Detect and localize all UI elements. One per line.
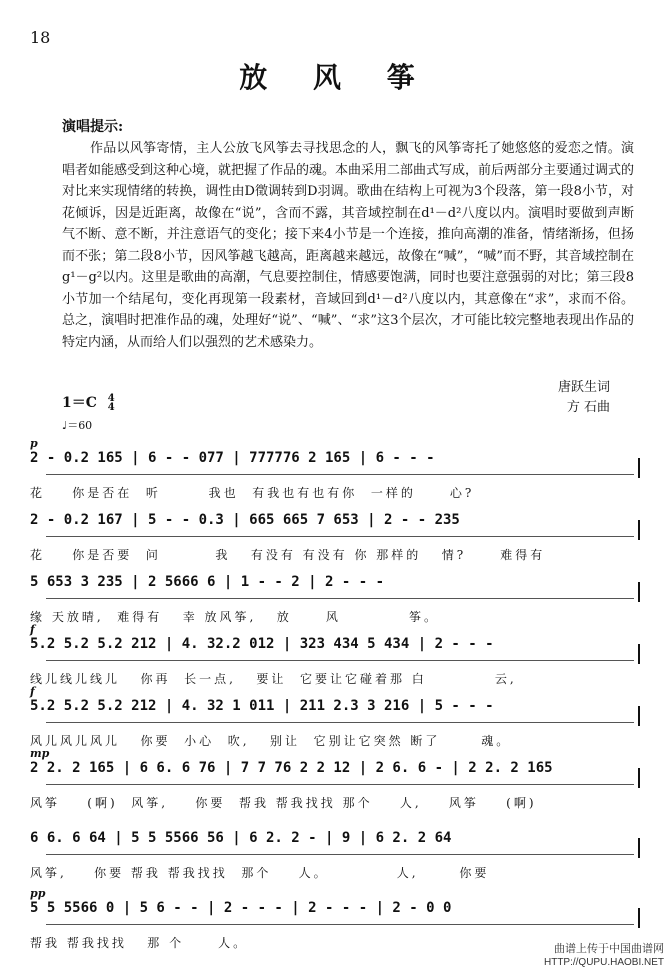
beam-line [46, 854, 634, 855]
beam-line [46, 660, 634, 661]
beam-line [46, 722, 634, 723]
lyrics-line: 风儿风儿风儿 你要 小心 吹, 别让 它别让它突然 断了 魂。 [30, 734, 512, 748]
site-watermark [544, 942, 664, 970]
watermark-url: HTTP://QUPU.HAOBI.NET [543, 957, 664, 968]
hint-heading: 演唱提示: [62, 119, 124, 135]
time-bottom: 4 [107, 402, 115, 413]
lyrics-line: 线儿线儿线儿 你再 长一点, 要让 它要让它碰着那 白 云, [30, 672, 517, 686]
score-row-7 [30, 830, 640, 890]
hint-paragraph: 作品以风筝寄情，主人公放飞风筝去寻找思念的人，飘飞的风筝寄托了她悠悠的爱恋之情。演唱者如能感受到这种心境，就把握了作品的魂。本曲采用二部曲式写成，前后两部分主要通过调式的对比来实现情绪的转换，调性由D徵调转到D羽调。歌曲在结构上可视为3个段落，第一段8小节，对花倾诉，因是近距离，故像在“说”，含而不露，其音域控制在d¹－d²八度以内。演唱时要做到声断气不断、意不断，并注意语气的变化；接下来4小节是一个连接，推向高潮的准备，情绪渐扬，但扬而不张；第二段8小节，因风筝越飞越高，距离越来越远，故像在“喊”，“喊”而不野，其音域控制在g¹－g²以内。这里是歌曲的高潮，气息要控制住，情感要饱满，同时也要注意强弱的对比；第三段8小节加一个结尾句，变化再现第一段素材，音域回到d¹－d²八度以内，其意像在“求”，求而不俗。总之，演唱时把准作品的魂，处理好“说”、“喊”、“求”这3个层次，才可能比较完整地表现出作品的特定内涵，从而给人们以强烈的艺术感染力。 [62, 141, 635, 350]
score-row-5 [30, 685, 640, 758]
lyrics-line: 风筝, 你要 帮我 帮我找找 那个 人。 人, 你要 [30, 866, 490, 880]
beam-line [46, 924, 634, 925]
time-top: 4 [107, 393, 115, 404]
score-row-1 [30, 437, 640, 510]
lyrics-line: 缘 天放晴, 难得有 幸 放风筝, 放 风 筝。 [30, 610, 439, 624]
composer-credit: 方 石曲 [566, 400, 610, 415]
beam-line [46, 598, 634, 599]
beam-line [46, 536, 634, 537]
page-title: 放 风 筝 [239, 61, 433, 94]
notation-line: 2 - 0.2 165 | 6 - - 077 | 777776 2 165 | 6 - - - [30, 450, 640, 480]
score-row-2 [30, 512, 640, 572]
lyricist-credit: 唐跃生词 [557, 380, 610, 395]
beam-line [46, 474, 634, 475]
score-row-6 [30, 747, 640, 820]
page-number: 18 [30, 28, 51, 47]
key-signature [62, 392, 115, 412]
notation-line: 5 653 3 235 | 2 5666 6 | 1 - - 2 | 2 - - - [30, 574, 640, 604]
dynamic-mark: f [30, 685, 35, 698]
dynamic-mark: f [30, 623, 35, 636]
lyrics-line: 花 你是否在 听 我也 有我也有也有你 一样的 心? [30, 486, 475, 500]
notation-line: 6 6. 6 64 | 5 5 5566 56 | 6 2. 2 - | 9 | 6 2. 2 64 [30, 830, 640, 860]
dynamic-mark: p [30, 437, 38, 450]
notation-line: 2 2. 2 165 | 6 6. 6 76 | 7 7 76 2 2 12 | 2 6. 6 - | 2 2. 2 165 [30, 760, 640, 790]
score-row-4 [30, 623, 640, 696]
dynamic-mark: pp [30, 887, 46, 900]
lyrics-line: 帮我 帮我找找 那 个 人。 [30, 936, 249, 950]
notation-line: 5 5 5566 0 | 5 6 - - | 2 - - - | 2 - - - | 2 - 0 0 [30, 900, 640, 930]
watermark-text: 曲谱上传于中国曲谱网 [554, 943, 664, 955]
lyrics-line: 花 你是否要 问 我 有没有 有没有 你 那样的 情? 难得有 [30, 548, 546, 562]
key-label: 1＝C [62, 395, 97, 411]
beam-line [46, 784, 634, 785]
time-signature [108, 394, 115, 412]
dynamic-mark: mp [30, 747, 50, 760]
notation-line: 5.2 5.2 5.2 212 | 4. 32.2 012 | 323 434 5 434 | 2 - - - [30, 636, 640, 666]
notation-line: 2 - 0.2 167 | 5 - - 0.3 | 665 665 7 653 | 2 - - 235 [30, 512, 640, 542]
notation-line: 5.2 5.2 5.2 212 | 4. 32 1 011 | 211 2.3 3 216 | 5 - - - [30, 698, 640, 728]
tempo-marking: ♩＝60 [62, 419, 93, 432]
lyrics-line: 风筝 (啊) 风筝, 你要 帮我 帮我找找 那个 人, 风筝 (啊) [30, 796, 537, 810]
score-row-3 [30, 574, 640, 634]
